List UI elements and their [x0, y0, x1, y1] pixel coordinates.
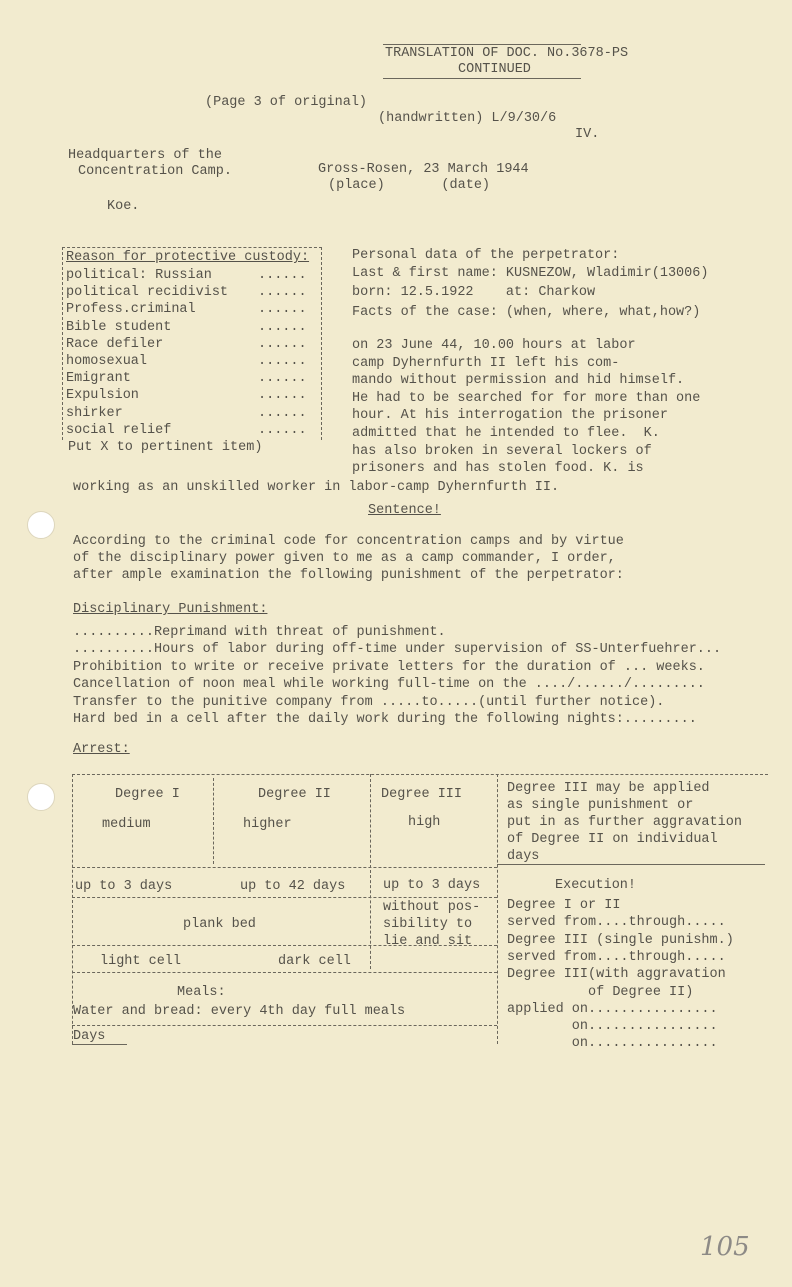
disciplinary-line: Hard bed in a cell after the daily work during the following nights:......... — [73, 712, 697, 727]
execution-line: on................ — [507, 1019, 718, 1035]
custody-footnote: Put X to pertinent item) — [68, 440, 263, 455]
narrative-line: mando without permission and hid himself. — [352, 373, 685, 389]
degree-1-duration: up to 3 days — [75, 879, 173, 894]
disciplinary-line: Prohibition to write or receive private letters for the duration of ... weeks. — [73, 659, 705, 675]
narrative-line: camp Dyhernfurth II left his com- — [352, 355, 620, 371]
execution-line: on................ — [507, 1036, 718, 1052]
narrative-line: on 23 June 44, 10.00 hours at labor — [352, 338, 636, 353]
execution-heading: Execution! — [555, 878, 637, 893]
custody-item: Race defiler — [66, 336, 164, 352]
execution-line: served from....through..... — [507, 915, 726, 931]
disciplinary-line: ..........Reprimand with threat of punishment. — [73, 625, 446, 640]
sentence-line: According to the criminal code for concentration camps and by virtue — [73, 534, 624, 549]
custody-item: social relief — [66, 422, 172, 438]
narrative-line: He had to be searched for for more than one — [352, 390, 701, 406]
degree-note-line: of Degree II on individual — [507, 832, 718, 847]
plank-bed: plank bed — [183, 917, 256, 932]
sentence-heading: Sentence! — [368, 503, 441, 518]
days-label: Days — [73, 1029, 106, 1044]
degree-note-line: days — [507, 849, 540, 864]
degree-2-name: Degree II — [258, 787, 331, 802]
personal-born: born: 12.5.1922 at: Charkow — [352, 285, 596, 300]
degree-2-duration: up to 42 days — [240, 879, 346, 894]
no-lie-3: lie and sit — [383, 934, 473, 949]
doc-title: TRANSLATION OF DOC. No.3678-PS — [385, 46, 629, 61]
custody-item: Emigrant — [66, 371, 131, 387]
meals: Water and bread: every 4th day full meals — [73, 1004, 406, 1019]
no-lie-1: without pos- — [383, 900, 481, 915]
arrest-heading: Arrest: — [73, 742, 130, 757]
custody-item: Expulsion — [66, 388, 139, 404]
narrative-line: hour. At his interrogation the prisoner — [352, 408, 668, 424]
custody-item: Profess.criminal — [66, 302, 196, 318]
narrative-line: prisoners and has stolen food. K. is — [352, 461, 644, 477]
degree-note-line: put in as further aggravation — [507, 815, 742, 830]
punch-hole-top — [27, 511, 55, 539]
narrative-line: has also broken in several lockers of — [352, 443, 652, 459]
execution-line: served from....through..... — [507, 949, 726, 965]
execution-line: applied on................ — [507, 1001, 718, 1017]
narrative-last: working as an unskilled worker in labor-camp Dyhernfurth II. — [73, 480, 560, 495]
no-lie-2: sibility to — [383, 917, 473, 932]
sentence-line: after ample examination the following punishment of the perpetrator: — [73, 568, 624, 583]
personal-facts: Facts of the case: (when, where, what,how?) — [352, 305, 701, 320]
doc-subtitle: CONTINUED — [458, 62, 531, 77]
page-ref: (Page 3 of original) — [205, 95, 368, 110]
custody-item-dots: ...... — [258, 285, 307, 301]
disciplinary-line: Cancellation of noon meal while working full-time on the ..../....../......... — [73, 677, 705, 693]
sentence-line: of the disciplinary power given to me as a camp commander, I order, — [73, 551, 616, 566]
disciplinary-heading: Disciplinary Punishment: — [73, 602, 268, 617]
custody-item-dots: ...... — [258, 354, 307, 369]
office-code: Koe. — [107, 199, 140, 214]
header-rule-bottom — [383, 78, 581, 79]
light-cell: light cell — [100, 954, 182, 969]
degree-1-level: medium — [102, 817, 151, 832]
degree-note-line: as single punishment or — [507, 798, 694, 813]
disciplinary-line: ..........Hours of labor during off-time under supervision of SS-Unterfuehrer... — [73, 642, 722, 658]
degree-1-name: Degree I — [115, 787, 180, 802]
degree-2-level: higher — [243, 817, 292, 832]
place-date: Gross-Rosen, 23 March 1944 — [318, 162, 529, 177]
custody-item-dots: ...... — [258, 405, 307, 421]
handwritten-page-number: 105 — [700, 1232, 750, 1262]
custody-item-dots: ...... — [258, 336, 307, 352]
custody-item-dots: ...... — [258, 388, 307, 404]
custody-item: homosexual — [66, 354, 148, 369]
sender-line2: Concentration Camp. — [78, 164, 232, 179]
execution-line: Degree III(with aggravation — [507, 967, 726, 983]
custody-item-dots: ...... — [258, 319, 307, 335]
dark-cell: dark cell — [278, 954, 351, 969]
handwritten-ref: (handwritten) L/9/30/6 — [378, 111, 557, 126]
custody-item-dots: ...... — [258, 268, 307, 283]
header-rule-top — [383, 44, 581, 45]
execution-line: Degree III (single punishm.) — [507, 932, 734, 948]
meals-label: Meals: — [177, 985, 226, 1000]
custody-item-dots: ...... — [258, 371, 307, 387]
degree-3-duration: up to 3 days — [383, 878, 481, 893]
custody-item-dots: ...... — [258, 422, 307, 438]
custody-item: Bible student — [66, 319, 172, 335]
place-date-labels: (place) (date) — [328, 178, 491, 193]
degree-3-name: Degree III — [381, 787, 463, 802]
execution-line: Degree I or II — [507, 898, 621, 913]
sender-line1: Headquarters of the — [68, 148, 222, 163]
execution-line: of Degree II) — [507, 984, 694, 1000]
personal-name: Last & first name: KUSNEZOW, Wladimir(13006) — [352, 266, 709, 281]
custody-item: political: Russian — [66, 268, 212, 283]
roman-numeral: IV. — [575, 127, 600, 142]
custody-title: Reason for protective custody: — [66, 250, 310, 265]
custody-item: shirker — [66, 405, 123, 421]
degree-3-level: high — [408, 815, 441, 830]
custody-item-dots: ...... — [258, 302, 307, 318]
disciplinary-line: Transfer to the punitive company from .....to.....(until further notice). — [73, 694, 665, 710]
custody-item: political recidivist — [66, 285, 229, 301]
narrative-line: admitted that he intended to flee. K. — [352, 426, 660, 441]
degree-note-line: Degree III may be applied — [507, 781, 710, 796]
punch-hole-bottom — [27, 783, 55, 811]
personal-heading: Personal data of the perpetrator: — [352, 248, 620, 263]
